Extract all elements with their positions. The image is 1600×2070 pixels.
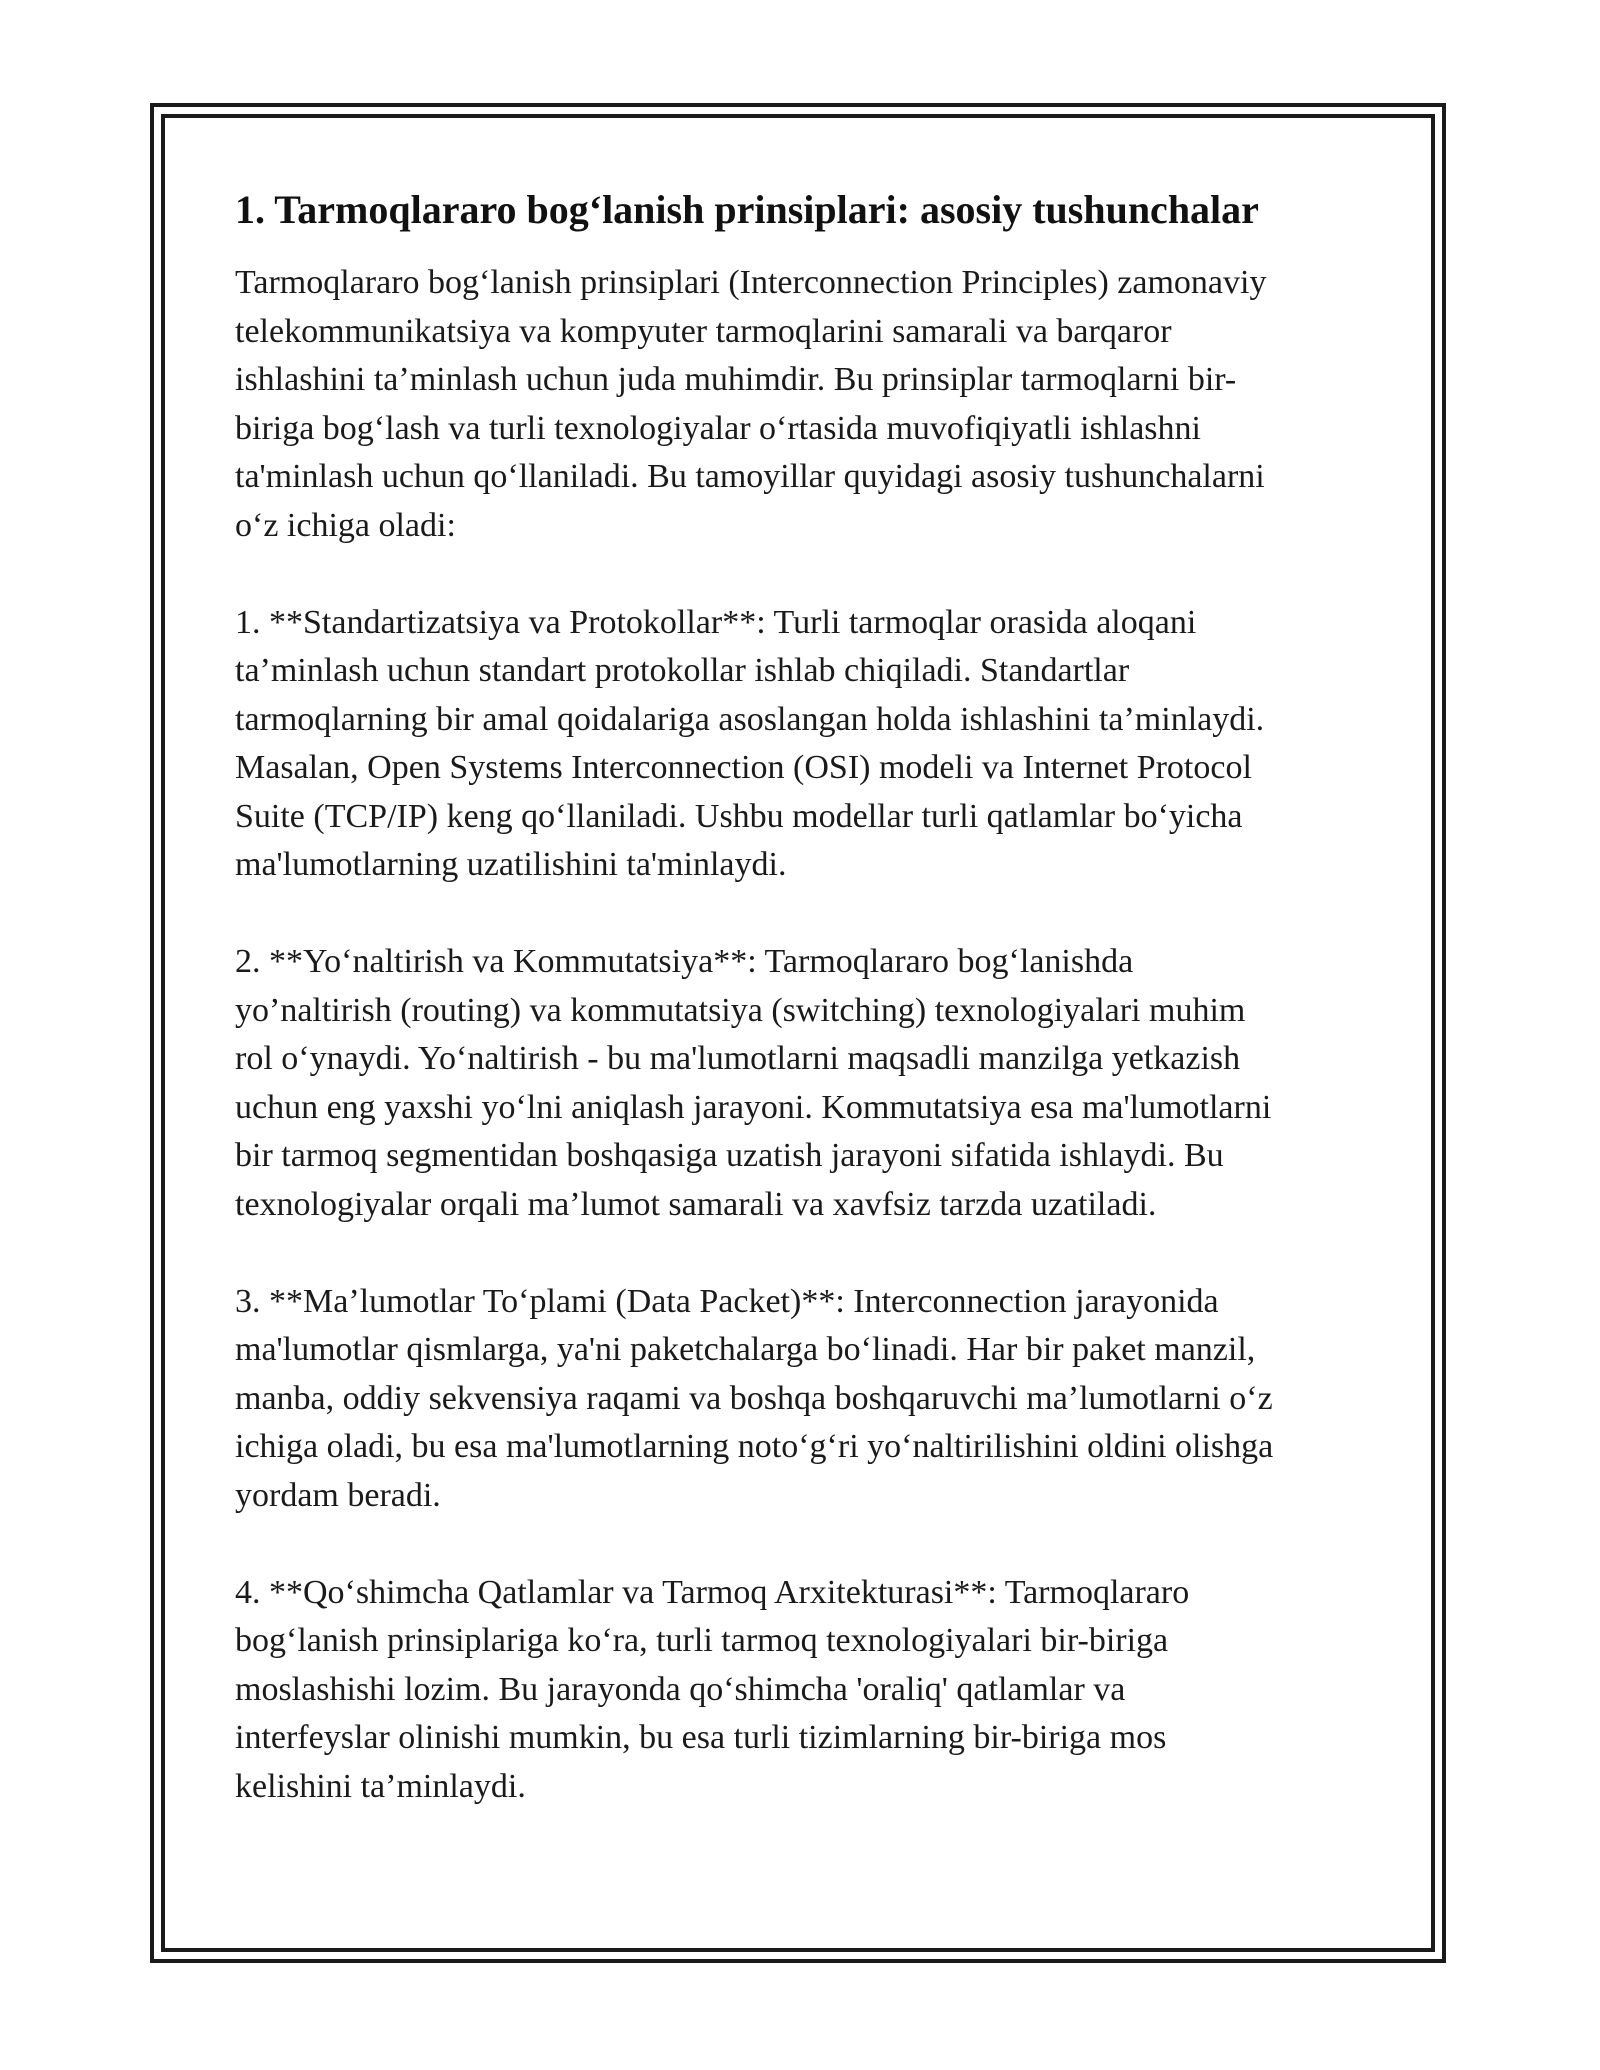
text-line: yo’naltirish (routing) va kommutatsiya (switching) texnologiyalari muhim bbox=[235, 991, 1246, 1029]
list-item-standardization bbox=[235, 599, 1365, 890]
text-line: moslashishi lozim. Bu jarayonda qo‘shimcha 'oraliq' qatlamlar va bbox=[235, 1670, 1126, 1708]
document-body bbox=[235, 185, 1365, 1860]
text-line: ta'minlash uchun qo‘llaniladi. Bu tamoyillar quyidagi asosiy tushunchalarni bbox=[235, 458, 1265, 495]
intro-paragraph bbox=[235, 259, 1365, 550]
text-line: bir tarmoq segmentidan boshqasiga uzatish jarayoni sifatida ishlaydi. Bu bbox=[235, 1137, 1224, 1174]
text-line: o‘z ichiga oladi: bbox=[235, 506, 456, 544]
text-line: 2. **Yo‘naltirish va Kommutatsiya**: Tarmoqlararo bog‘lanishda bbox=[235, 943, 1134, 980]
text-line: Tarmoqlararo bog‘lanish prinsiplari (Interconnection Principles) zamonaviy bbox=[235, 264, 1267, 301]
text-line: uchun eng yaxshi yo‘lni aniqlash jarayoni. Kommutatsiya esa ma'lumotlarni bbox=[235, 1088, 1272, 1126]
text-line: ishlashini ta’minlash uchun juda muhimdir. Bu prinsiplar tarmoqlarni bir- bbox=[235, 361, 1237, 398]
text-line: yordam beradi. bbox=[235, 1476, 441, 1514]
text-line: Suite (TCP/IP) keng qo‘llaniladi. Ushbu modellar turli qatlamlar bo‘yicha bbox=[235, 797, 1243, 835]
text-line: manba, oddiy sekvensiya raqami va boshqa boshqaruvchi ma’lumotlarni o‘z bbox=[235, 1379, 1273, 1417]
text-line: interfeyslar olinishi mumkin, bu esa turli tizimlarning bir-biriga mos bbox=[235, 1719, 1167, 1756]
text-line: telekommunikatsiya va kompyuter tarmoqlarini samarali va barqaror bbox=[235, 312, 1172, 350]
text-line: 3. **Ma’lumotlar To‘plami (Data Packet)**: Interconnection jarayonida bbox=[235, 1282, 1219, 1320]
text-line: Masalan, Open Systems Interconnection (OSI) modeli va Internet Protocol bbox=[235, 749, 1252, 786]
text-line: ichiga oladi, bu esa ma'lumotlarning noto‘g‘ri yo‘naltirilishini oldini olishga bbox=[235, 1428, 1274, 1465]
text-line: texnologiyalar orqali ma’lumot samarali va xavfsiz tarzda uzatiladi. bbox=[235, 1185, 1157, 1223]
text-line: tarmoqlarning bir amal qoidalariga asoslangan holda ishlashini ta’minlaydi. bbox=[235, 700, 1265, 738]
list-item-architecture bbox=[235, 1569, 1365, 1812]
section-title: 1. Tarmoqlararo bog‘lanish prinsiplari: asosiy tushunchalar bbox=[235, 187, 1259, 232]
text-line: kelishini ta’minlaydi. bbox=[235, 1767, 526, 1805]
text-line: biriga bog‘lash va turli texnologiyalar o‘rtasida muvofiqiyatli ishlashni bbox=[235, 409, 1201, 447]
list-item-data-packet bbox=[235, 1278, 1365, 1521]
text-line: ma'lumotlarning uzatilishini ta'minlaydi. bbox=[235, 846, 787, 883]
text-line: 4. **Qo‘shimcha Qatlamlar va Tarmoq Arxitekturasi**: Tarmoqlararo bbox=[235, 1573, 1190, 1611]
list-item-routing bbox=[235, 938, 1365, 1229]
text-line: bog‘lanish prinsiplariga ko‘ra, turli tarmoq texnologiyalari bir-biriga bbox=[235, 1622, 1169, 1659]
text-line: ta’minlash uchun standart protokollar ishlab chiqiladi. Standartlar bbox=[235, 652, 1130, 689]
text-line: rol o‘ynaydi. Yo‘naltirish - bu ma'lumotlarni maqsadli manzilga yetkazish bbox=[235, 1040, 1241, 1077]
text-line: ma'lumotlar qismlarga, ya'ni paketchalarga bo‘linadi. Har bir paket manzil, bbox=[235, 1331, 1256, 1368]
text-line: 1. **Standartizatsiya va Protokollar**: Turli tarmoqlar orasida aloqani bbox=[235, 603, 1197, 641]
